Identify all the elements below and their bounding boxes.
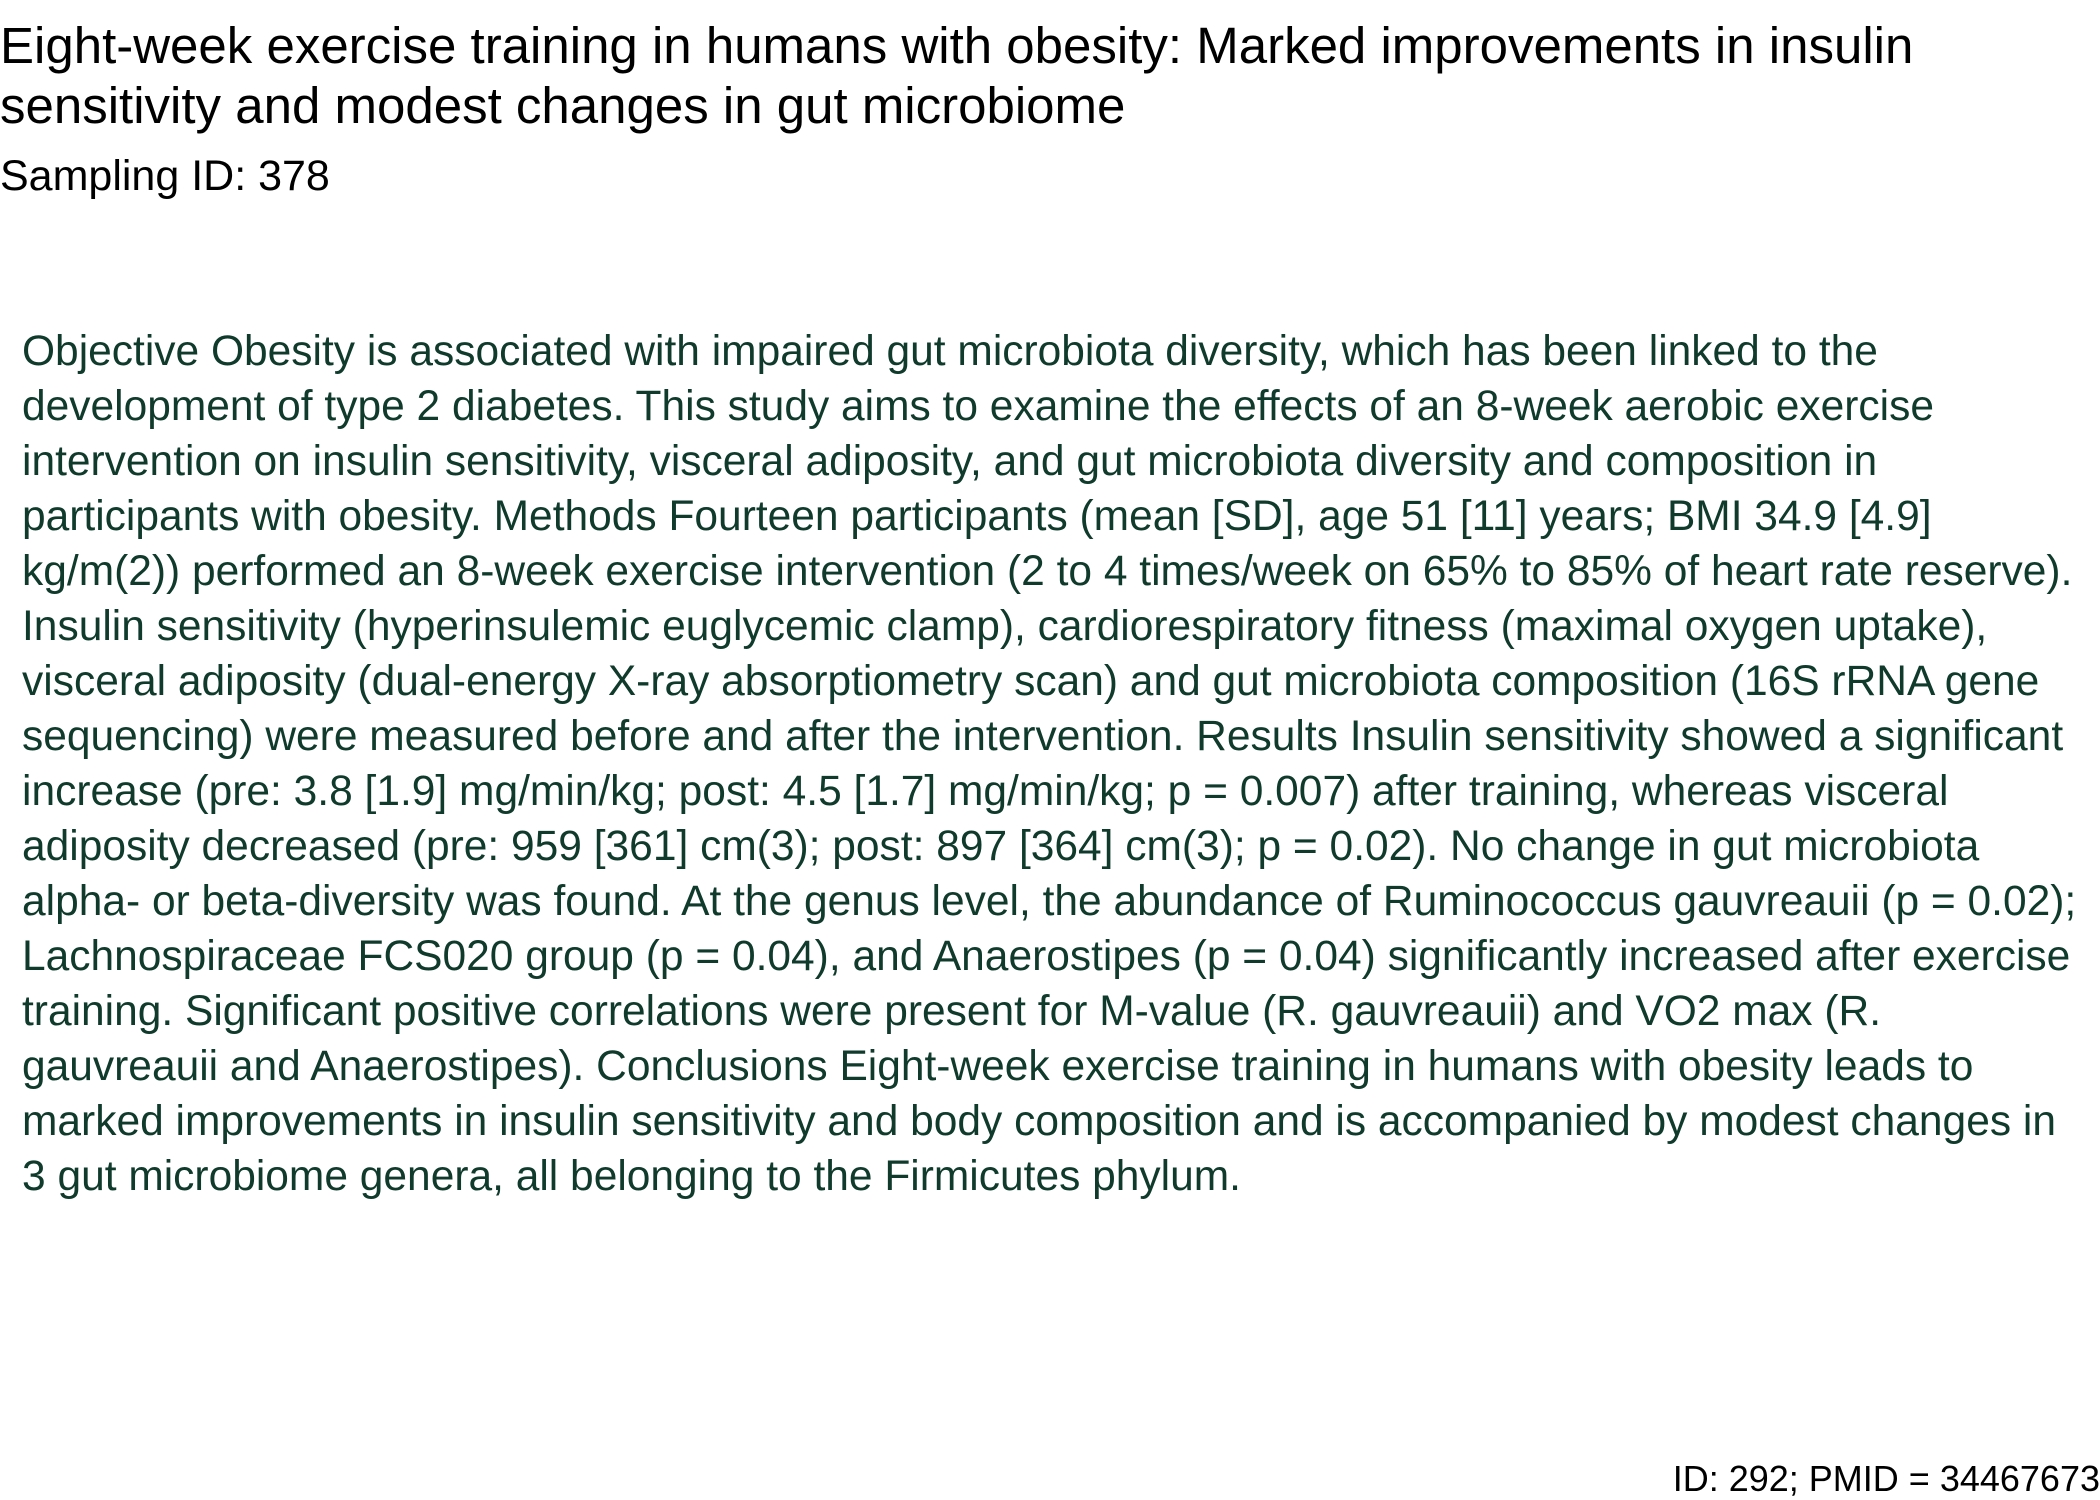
document-title: Eight-week exercise training in humans with obesity: Marked improvements in insulin sensitivity and modest changes in gut microbiome bbox=[0, 17, 1914, 134]
sampling-id: Sampling ID: 378 bbox=[0, 152, 330, 200]
abstract-text: Objective Obesity is associated with impaired gut microbiota diversity, which has been linked to the development of type 2 diabetes. This study aims to examine the effects of an 8-week aerobic exercise intervention on insulin sensitivity, visceral adiposity, and gut microbiota diversity and composition in participants with obesity. Methods Fourteen participants (mean [SD], age 51 [11] years; BMI 34.9 [4.9] kg/m(2)) performed an 8-week exercise intervention (2 to 4 times/week on 65% to 85% of heart rate reserve). Insulin sensitivity (hyperinsulemic euglycemic clamp), cardiorespiratory fitness (maximal oxygen uptake), visceral adiposity (dual-energy X-ray absorptiometry scan) and gut microbiota composition (16S rRNA gene sequencing) were measured before and after the intervention. Results Insulin sensitivity showed a significant increase (pre: 3.8 [1.9] mg/min/kg; post: 4.5 [1.7] mg/min/kg; p = 0.007) after training, whereas visceral adiposity decreased (pre: 959 [361] cm(3); post: 897 [364] cm(3); p = 0.02). No change in gut microbiota alpha- or beta-diversity was found. At the genus level, the abundance of Ruminococcus gauvreauii (p = 0.02); Lachnospiraceae FCS020 group (p = 0.04), and Anaerostipes (p = 0.04) significantly increased after exercise training. Significant positive correlations were present for M-value (R. gauvreauii) and VO2 max (R. gauvreauii and Anaerostipes). Conclusions Eight-week exercise training in humans with obesity leads to marked improvements in insulin sensitivity and body composition and is accompanied by modest changes in 3 gut microbiome genera, all belonging to the Firmicutes phylum. bbox=[22, 328, 2077, 1200]
footer-id-pmid: ID: 292; PMID = 34467673 bbox=[1672, 1458, 2100, 1499]
